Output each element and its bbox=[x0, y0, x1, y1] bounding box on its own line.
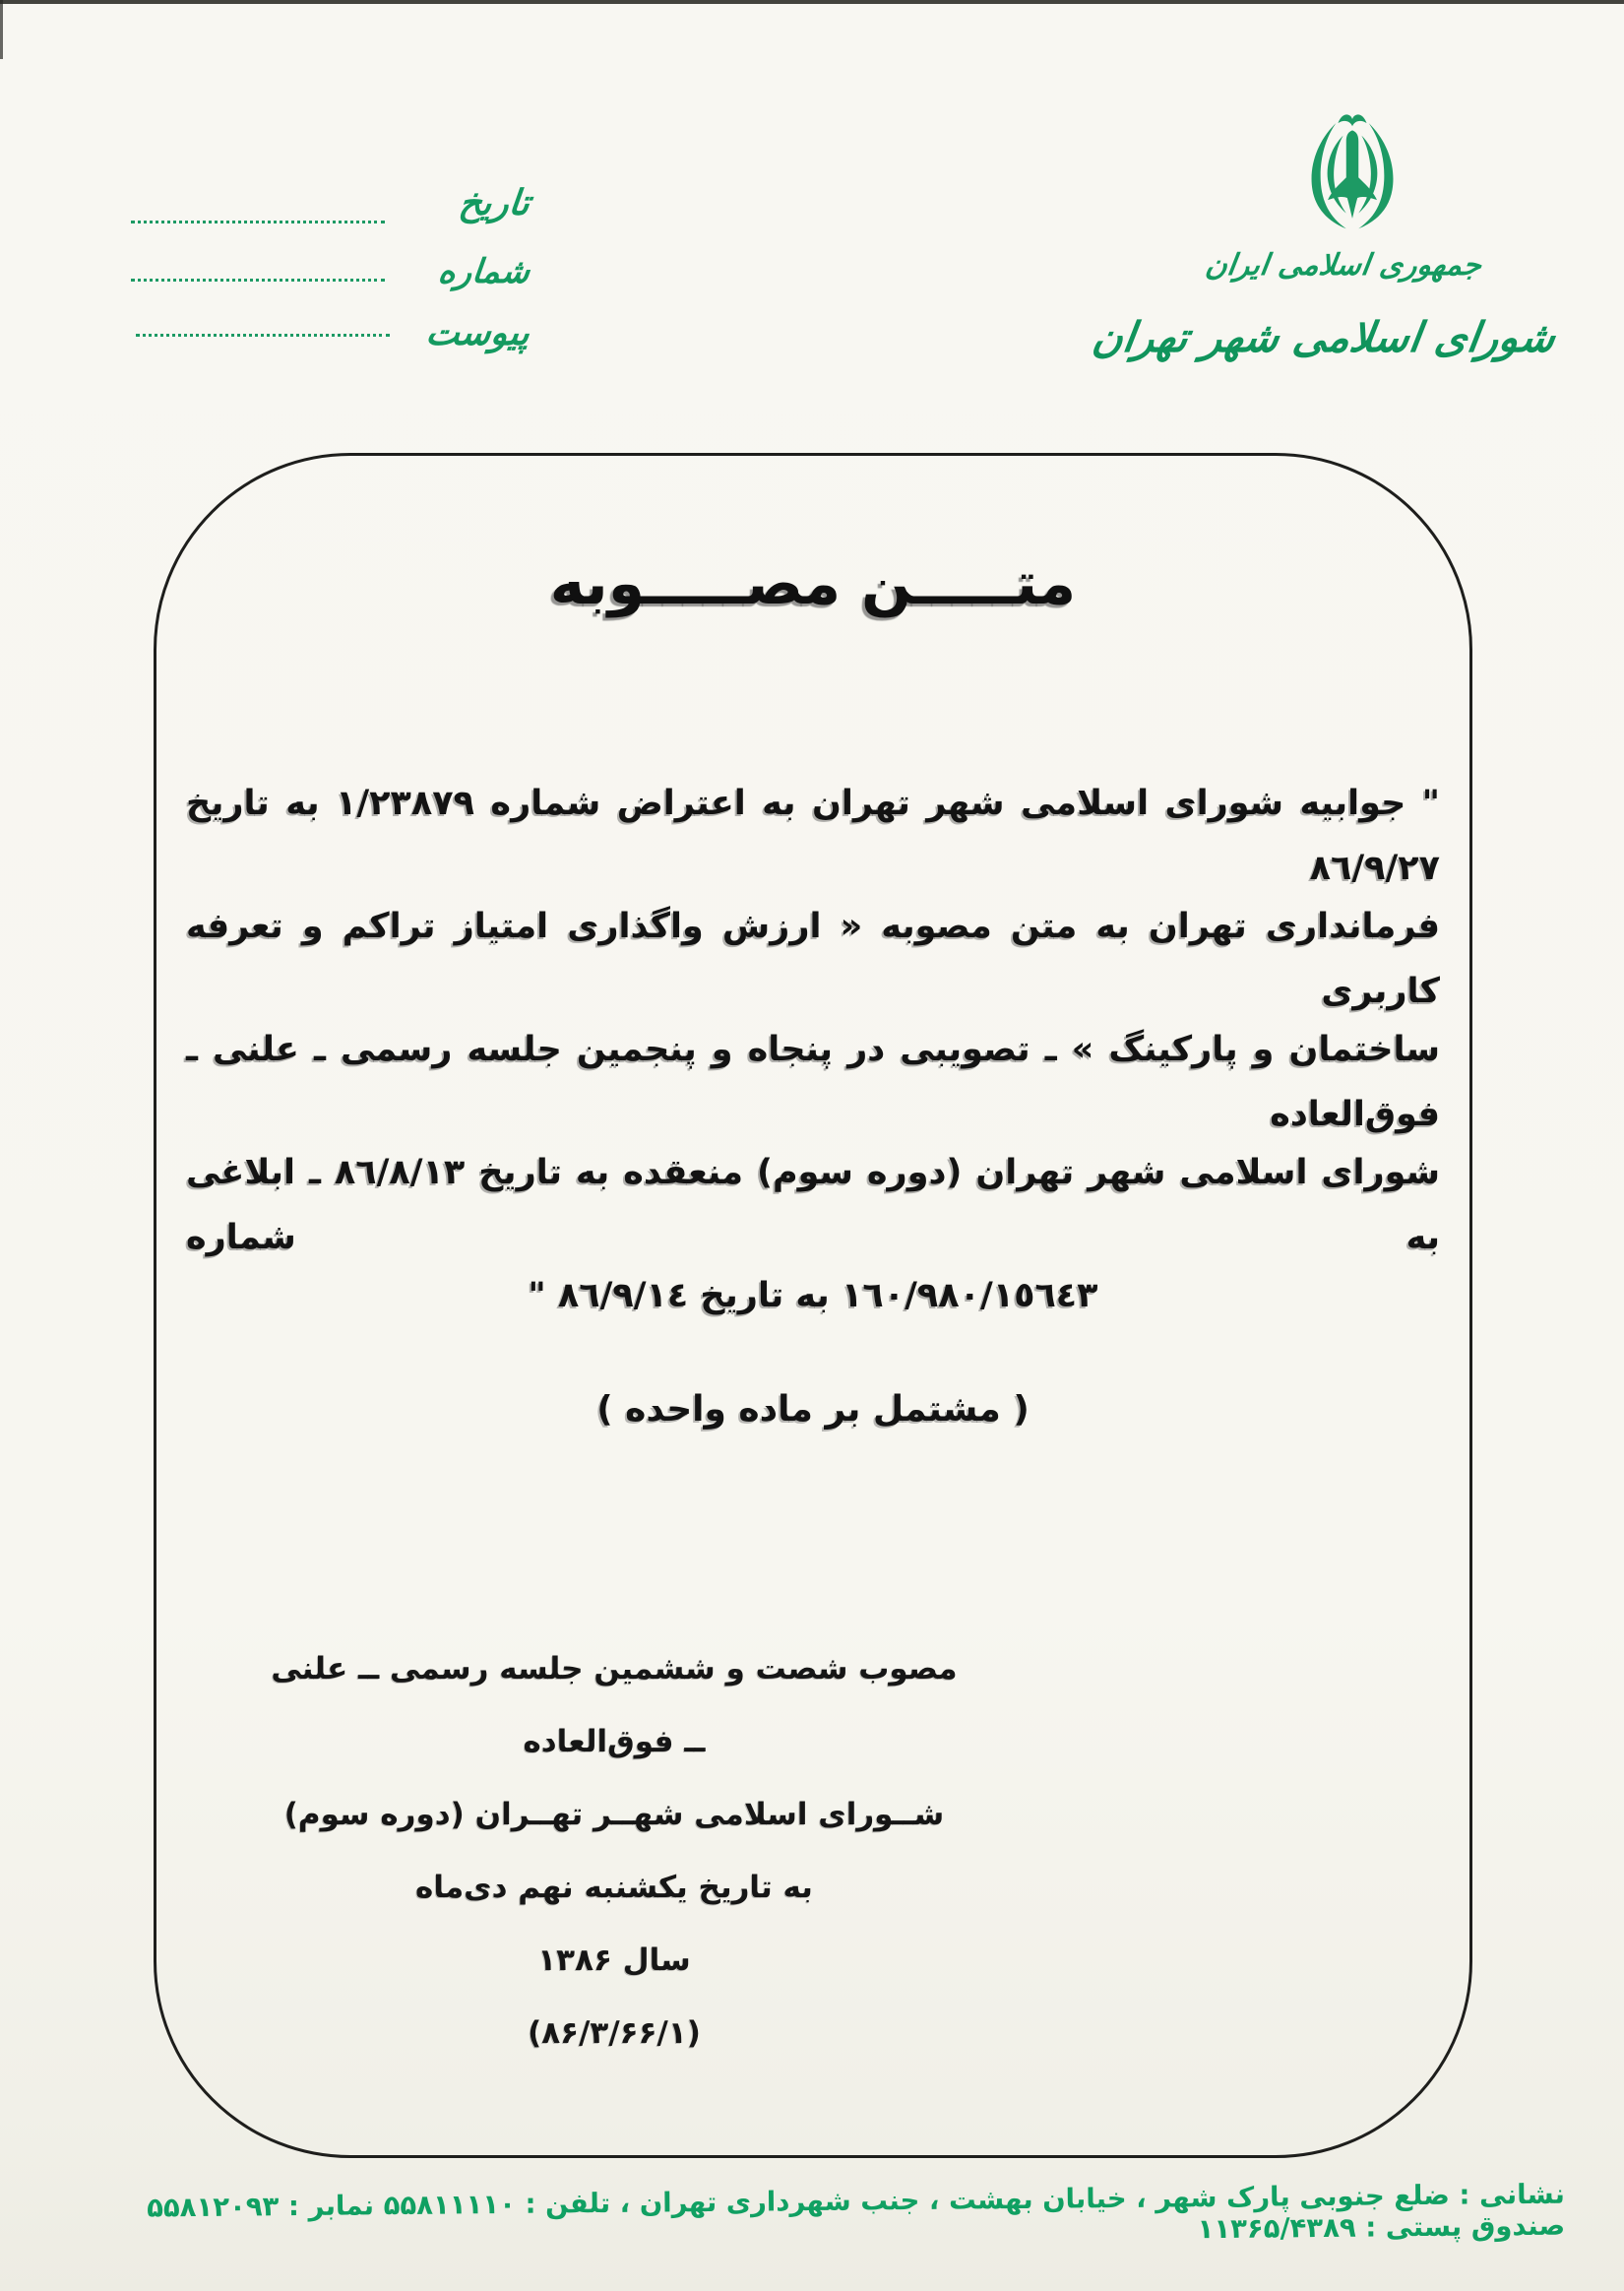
body-line-1: " جوابیه شورای اسلامی شهر تهران به اعتراض شماره ١/٢٣٨٧٩ به تاریخ ٨٦/٩/٢٧ bbox=[186, 784, 1440, 888]
number-dotted-line bbox=[131, 279, 385, 282]
scan-border-left bbox=[0, 0, 3, 59]
body-line-2: فرمانداری تهران به متن مصوبه « ارزش واگذاری امتیاز تراکم و تعرفه کاربری bbox=[186, 907, 1440, 1011]
body-line-3: ساختمان و پارکینگ » ـ تصویبی در پنجاه و پنجمین جلسه رسمی ـ علنی ـ فوق‌العاده bbox=[186, 1030, 1440, 1134]
scan-border-top bbox=[0, 0, 1624, 4]
approval-line-4: سال ۱۳۸۶ bbox=[537, 1942, 691, 1978]
number-field-label: شماره bbox=[436, 252, 532, 291]
single-article-note: ( مشتمل بر ماده واحده ) bbox=[596, 1389, 1030, 1430]
council-title: شورای اسلامی شهر تهران bbox=[1089, 313, 1559, 361]
resolution-border-box bbox=[154, 453, 1472, 2158]
approval-block bbox=[265, 1632, 964, 2069]
body-line-4: شورای اسلامی شهر تهران (دوره سوم) منعقده به تاریخ ٨٦/٨/١٣ ـ ابلاغی به شماره bbox=[186, 1153, 1440, 1257]
footer-address-line: نشانی : ضلع جنوبی پارک شهر ، خیابان بهشت ، جنب شهرداری تهران ، تلفن : ۵۵۸۱۱۱۱۰ نمابر : ۵۵۸۱۲۰۹۳ صندوق پستی : ۱۱۳۶۵/۴۳۸۹ bbox=[146, 2178, 1566, 2246]
approval-line-3: به تاریخ یکشنبه نهم دی‌ماه bbox=[415, 1870, 813, 1905]
attachment-dotted-line bbox=[136, 334, 390, 337]
body-line-5: ١٦٠/٩٨٠/١٥٦٤٣ به تاریخ ٨٦/٩/١٤ " bbox=[528, 1276, 1098, 1315]
iran-national-emblem-icon bbox=[1301, 108, 1404, 234]
attachment-field-label: پیوست bbox=[423, 313, 532, 353]
date-dotted-line bbox=[131, 221, 385, 223]
approval-line-5: (۸۶/۳/۶۶/۱) bbox=[528, 2015, 701, 2051]
approval-line-2: شــورای اسلامی شهــر تهــران (دوره سوم) bbox=[283, 1797, 945, 1832]
resolution-title: متـــــن مصـــــوبه bbox=[549, 549, 1077, 618]
approval-line-1: مصوب شصت و ششمین جلسه رسمی ــ علنی ــ فوق‌العاده bbox=[271, 1651, 958, 1759]
republic-title: جمهوری اسلامی ایران bbox=[1203, 248, 1484, 283]
date-field-label: تاریخ bbox=[457, 183, 532, 223]
resolution-body bbox=[186, 751, 1440, 1367]
